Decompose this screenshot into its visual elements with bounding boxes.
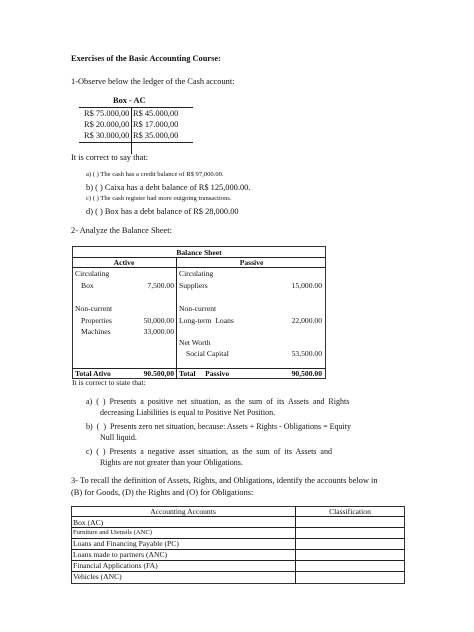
- accounts-col-header: Accounting Accounts: [150, 507, 216, 516]
- ledger-top-line: [79, 107, 193, 108]
- classification-cell[interactable]: [297, 551, 403, 560]
- q1-option-d: d) ( ) Box has a debt balance of R$ 28,000.00: [86, 207, 239, 216]
- sheet-title-line: [72, 257, 326, 258]
- account-row-furniture: Furniture and Utensils (ANC): [73, 529, 152, 536]
- total-active-value: 90.500,00: [143, 369, 174, 378]
- ledger-title: Box - AC: [113, 96, 146, 105]
- q2-option-a-line1: [86, 396, 400, 407]
- active-properties-value: 50,000.00: [143, 316, 174, 325]
- ledger-debit-3: R$ 30.000,00: [84, 131, 130, 140]
- account-row-box: Box (AC): [73, 518, 104, 527]
- sheet-title: Balance Sheet: [176, 248, 222, 257]
- total-passive-label: Total Passivo: [179, 369, 230, 378]
- classification-cell[interactable]: [297, 518, 403, 527]
- active-properties-label: Properties: [81, 316, 112, 325]
- q2-option-c-line2: Rights are not greater than your Obligations.: [100, 458, 243, 467]
- total-passive-value: 90,500.00: [291, 369, 322, 378]
- q2-lead: It is correct to state that:: [72, 378, 146, 387]
- active-noncurrent-label: Non-current: [75, 304, 113, 313]
- ledger-divider: [131, 107, 132, 154]
- ledger-credit-2: R$ 17.000,00: [133, 120, 179, 129]
- ledger-debit-2: R$ 20.000,00: [84, 120, 130, 129]
- classification-cell[interactable]: [297, 562, 403, 571]
- social-capital-label: Social Capital: [186, 349, 229, 358]
- passive-suppliers-label: Suppliers: [179, 281, 208, 290]
- account-row-loans-payable: Loans and Financing Payable (PC): [73, 539, 179, 548]
- q1-prompt: 1-Observe below the ledger of the Cash account:: [71, 77, 235, 86]
- passive-loans-value: 22,000.00: [291, 316, 322, 325]
- q3-prompt-line2: (B) for Goods, (D) the Rights and (O) for Obligations:: [71, 488, 254, 497]
- passive-header: Passive: [239, 258, 264, 267]
- sheet-header-line: [72, 267, 326, 268]
- classification-cell[interactable]: [297, 540, 403, 549]
- classification-cell[interactable]: [297, 529, 403, 538]
- active-machines-label: Machines: [81, 327, 111, 336]
- q2-option-c-line1: c) ( ) Presents a negative asset situation, as the sum of its Assets and: [86, 447, 332, 456]
- active-machines-value: 33,000.00: [143, 327, 174, 336]
- passive-circulating-label: Circulating: [179, 269, 214, 278]
- accounts-col-divider: [295, 506, 296, 584]
- passive-loans-label: Long-term Loans: [179, 316, 234, 325]
- q3-prompt-line1: 3- To recall the definition of Assets, Rights, and Obligations, identify the accounts below in: [71, 476, 378, 485]
- classification-col-header: Classification: [329, 507, 371, 516]
- active-box-value: 7,500.00: [147, 281, 174, 290]
- q1-lead: It is correct to say that:: [71, 153, 148, 162]
- net-worth-label: Net Worth: [179, 338, 211, 347]
- active-circulating-label: Circulating: [75, 269, 110, 278]
- accounts-row-line: [71, 516, 405, 517]
- ledger-debit-1: R$ 75.000,00: [84, 109, 130, 118]
- q1-option-b: b) ( ) Caixa has a debt balance of R$ 125,000.00.: [86, 183, 251, 192]
- passive-suppliers-value: 15,000.00: [291, 281, 322, 290]
- sheet-center-divider: [176, 257, 177, 379]
- q2-option-b-line2: Null liquid.: [100, 433, 137, 442]
- accounts-row-line: [71, 527, 405, 528]
- account-row-financial-applications: Financial Applications (FA): [73, 561, 158, 570]
- total-active-label: Total Ativo: [75, 369, 111, 378]
- q1-option-c: c) ( ) The cash register had more outgoing transactions.: [86, 195, 232, 202]
- q2-option-a-line2: decreasing Liabilities is equal to Positive Net Position.: [100, 408, 276, 417]
- account-row-vehicles: Vehicles (ANC): [73, 572, 122, 581]
- ledger-bottom-line: [79, 142, 193, 143]
- ledger-credit-1: R$ 45.000,00: [133, 109, 179, 118]
- q2-prompt: 2- Analyze the Balance Sheet:: [71, 226, 172, 235]
- account-row-loans-partners: Loans made to partners (ANC): [73, 550, 168, 559]
- q2-option-a-text: a) ( ) Presents a positive net situation, as the sum of its Assets and Rights: [86, 397, 350, 406]
- active-box-label: Box: [81, 281, 94, 290]
- active-header: Active: [113, 258, 135, 267]
- passive-noncurrent-label: Non-current: [179, 304, 217, 313]
- q1-option-a: a) ( ) The cash has a credit balance of R$ 97,000.00.: [86, 171, 224, 178]
- page-title: Exercises of the Basic Accounting Course:: [71, 54, 221, 63]
- ledger-credit-3: R$ 35.000,00: [133, 131, 179, 140]
- q2-option-b-line1: b) ( ) Presents zero net situation, because: Assets + Rights - Obligations = Equity: [86, 422, 351, 431]
- classification-cell[interactable]: [297, 573, 403, 583]
- social-capital-value: 53,500.00: [291, 349, 322, 358]
